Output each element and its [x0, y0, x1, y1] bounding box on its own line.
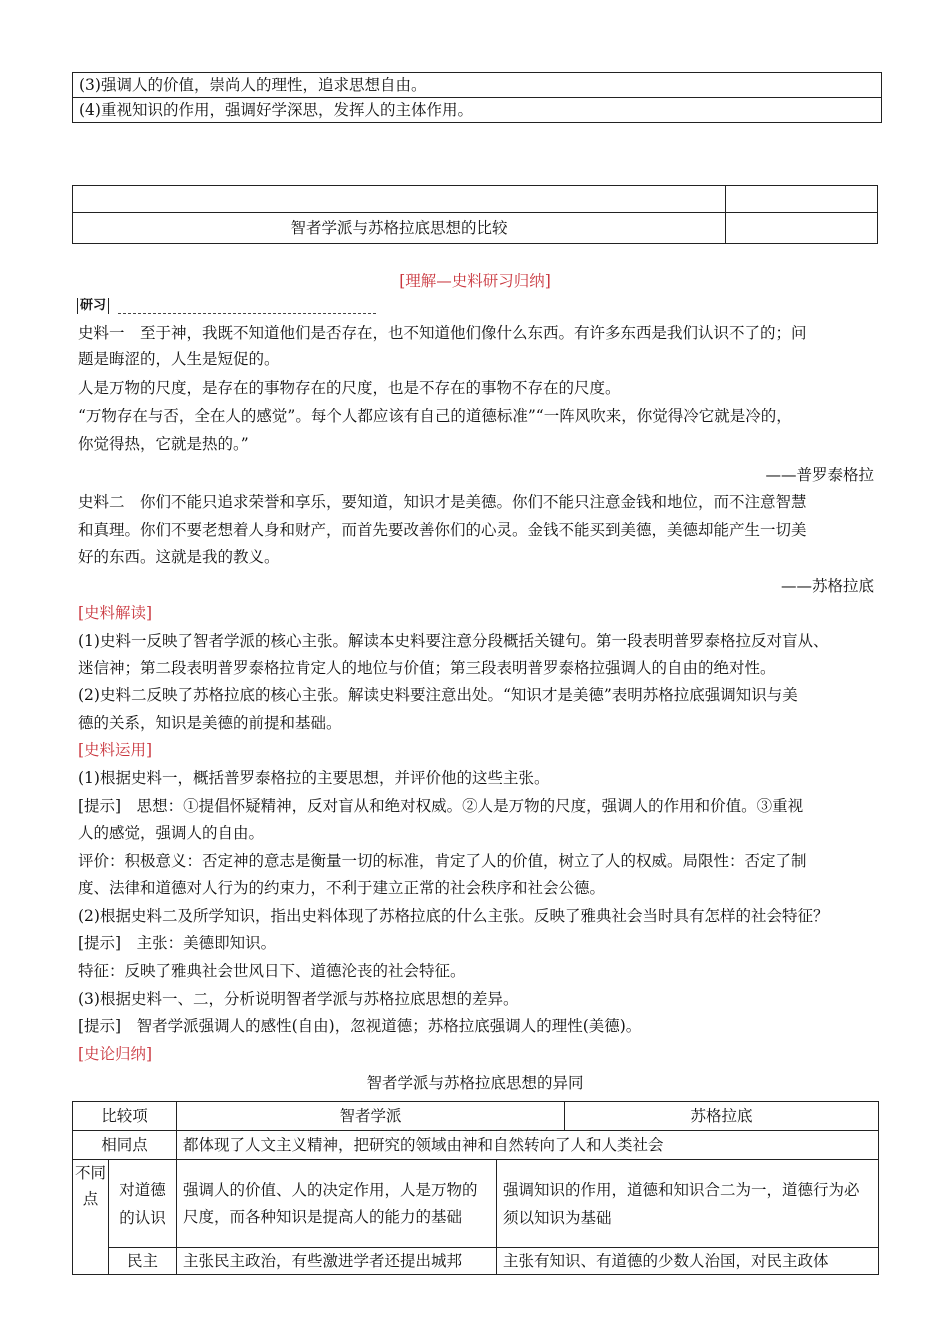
material1-line: “万物存在与否，全在人的感觉”。每个人都应该有自己的道德标准”“一阵风吹来，你觉得冷它就是冷的，	[78, 407, 792, 425]
application-line: (3)根据史料一、二，分析说明智者学派与苏格拉底思想的差异。	[78, 990, 519, 1008]
application-line: (1)根据史料一，概括普罗泰格拉的主要思想，并评价他的这些主张。	[78, 769, 550, 787]
same-text: 都体现了人文主义精神，把研究的领域由神和自然转向了人和人类社会	[177, 1131, 879, 1160]
material1-source: ——普罗泰格拉	[765, 466, 874, 484]
row1-socrates: 强调知识的作用，道德和知识合二为一，道德行为必须以知识为基础	[497, 1160, 879, 1248]
application-line: (2)根据史料二及所学知识，指出史料体现了苏格拉底的什么主张。反映了雅典社会当时具有怎样的社会特征？	[78, 907, 829, 925]
header-socrates: 苏格拉底	[565, 1102, 879, 1131]
diff-label: 不同点	[73, 1160, 109, 1275]
section-heading: [理解—史料研习归纳]	[399, 272, 551, 290]
application-label: [史料运用]	[78, 741, 153, 759]
section-title-table	[72, 185, 878, 244]
row2-socrates: 主张有知识、有道德的少数人治国，对民主政体	[497, 1248, 879, 1275]
table-row	[73, 1160, 879, 1248]
application-line: 评价：积极意义：否定神的意志是衡量一切的标准，肯定了人的价值，树立了人的权威。局限性：否定了制	[78, 852, 807, 870]
material2-line: 和真理。你们不要老想着人身和财产，而首先要改善你们的心灵。金钱不能买到美德，美德却能产生一切美	[78, 521, 807, 539]
material1-line: 人是万物的尺度，是存在的事物存在的尺度，也是不存在的事物不存在的尺度。	[78, 379, 621, 397]
material1-line: 题是晦涩的，人生是短促的。	[78, 350, 280, 368]
interpretation-line: (1)史料一反映了智者学派的核心主张。解读本史料要注意分段概括关键句。第一段表明普罗泰格拉反对盲从、	[78, 632, 829, 650]
header-sophists: 智者学派	[177, 1102, 565, 1131]
conclusion-label: [史论归纳]	[78, 1045, 153, 1063]
material2-line: 好的东西。这就是我的教义。	[78, 548, 280, 566]
comparison-table	[72, 1101, 879, 1275]
row2-label: 民主	[109, 1248, 177, 1275]
interpretation-line: 迷信神；第二段表明普罗泰格拉肯定人的地位与价值；第三段表明普罗泰格拉强调人的自由的绝对性。	[78, 659, 776, 677]
application-line: [提示] 思想：①提倡怀疑精神，反对盲从和绝对权威。②人是万物的尺度，强调人的作用和价值。③重视	[78, 797, 804, 815]
interpretation-line: (2)史料二反映了苏格拉底的核心主张。解读史料要注意出处。“知识才是美德”表明苏格拉底强调知识与美	[78, 686, 798, 704]
summary-item-4: (4)重视知识的作用，强调好学深思，发挥人的主体作用。	[73, 97, 881, 122]
section-title: 智者学派与苏格拉底思想的比较	[73, 213, 726, 244]
material2-line: 史料二 你们不能只追求荣誉和享乐，要知道，知识才是美德。你们不能只注意金钱和地位，而不注意智慧	[78, 493, 807, 511]
comparison-table-title: 智者学派与苏格拉底思想的异同	[366, 1074, 584, 1092]
application-line: [提示] 主张：美德即知识。	[78, 934, 277, 952]
application-line: 人的感觉，强调人的自由。	[78, 824, 265, 842]
summary-item-3: (3)强调人的价值，崇尚人的理性，追求思想自由。	[79, 76, 427, 94]
interpretation-line: 德的关系，知识是美德的前提和基础。	[78, 714, 342, 732]
dashed-divider	[118, 313, 376, 314]
table-header-row	[73, 1102, 879, 1131]
table-row	[73, 1248, 879, 1275]
application-line: 度、法律和道德对人行为的约束力，不利于建立正常的社会秩序和社会公德。	[78, 879, 606, 897]
top-summary-box	[72, 72, 882, 123]
header-compare-item: 比较项	[73, 1102, 177, 1131]
table-row	[73, 1131, 879, 1160]
row2-sophists: 主张民主政治，有些激进学者还提出城邦	[177, 1248, 497, 1275]
application-line: [提示] 智者学派强调人的感性(自由)，忽视道德；苏格拉底强调人的理性(美德)。	[78, 1017, 642, 1035]
material2-source: ——苏格拉底	[780, 577, 874, 595]
interpretation-label: [史料解读]	[78, 604, 153, 622]
material1-line: 你觉得热，它就是热的。”	[78, 435, 249, 453]
yanxi-label: 研习	[77, 298, 109, 314]
same-label: 相同点	[73, 1131, 177, 1160]
application-line: 特征：反映了雅典社会世风日下、道德沦丧的社会特征。	[78, 962, 466, 980]
row1-sophists: 强调人的价值、人的决定作用，人是万物的尺度，而各种知识是提高人的能力的基础	[177, 1160, 497, 1248]
material1-line: 史料一 至于神，我既不知道他们是否存在，也不知道他们像什么东西。有许多东西是我们认识不了的；问	[78, 324, 807, 342]
row1-label: 对道德的认识	[109, 1160, 177, 1248]
